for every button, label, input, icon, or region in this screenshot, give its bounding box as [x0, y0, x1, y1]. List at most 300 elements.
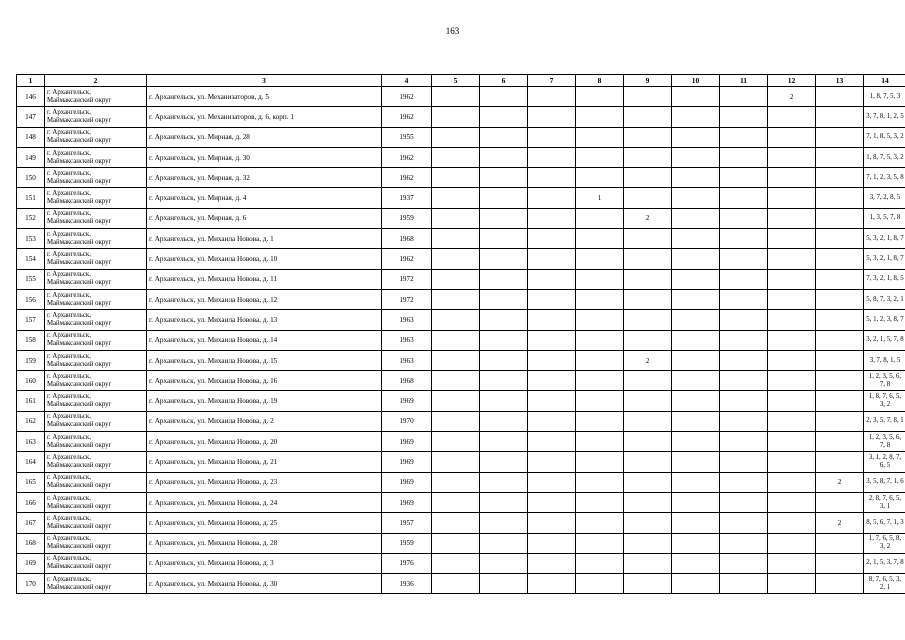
col-11-cell [720, 513, 768, 533]
col-6-cell [480, 432, 528, 452]
table-row [17, 107, 905, 127]
col-7-cell [528, 330, 576, 350]
col-9-cell [624, 330, 672, 350]
col-6-cell [480, 553, 528, 573]
col-5-cell [432, 168, 480, 188]
year-cell: 1969 [382, 492, 432, 512]
col-6-cell [480, 411, 528, 431]
col-9-cell [624, 310, 672, 330]
district-cell: г. Архангельск, Маймаксанский округ [45, 371, 147, 391]
year-cell: 1963 [382, 310, 432, 330]
col-12-cell [768, 208, 816, 228]
col-8-cell [576, 533, 624, 553]
table-row [17, 432, 905, 452]
col-8-cell [576, 371, 624, 391]
table-row [17, 574, 905, 594]
col-12-cell [768, 310, 816, 330]
col-12-cell [768, 107, 816, 127]
sequence-cell: 1, 2, 3, 5, 6, 7, 8 [864, 371, 905, 391]
col-10-cell [672, 553, 720, 573]
col-5-cell [432, 208, 480, 228]
col-9-cell [624, 452, 672, 472]
col-12-cell [768, 432, 816, 452]
district-cell: г. Архангельск, Маймаксанский округ [45, 350, 147, 370]
col-10-cell [672, 330, 720, 350]
row-number: 165 [17, 472, 45, 492]
sequence-cell: 2, 1, 5, 3, 7, 8 [864, 553, 905, 573]
col-11-cell [720, 452, 768, 472]
col-9-cell: 2 [624, 208, 672, 228]
table-body [17, 87, 905, 594]
col-13-cell [816, 147, 864, 167]
col-5-cell [432, 229, 480, 249]
row-number: 152 [17, 208, 45, 228]
col-5-cell [432, 310, 480, 330]
address-cell: г. Архангельск, ул. Михаила Новова, д. 30 [147, 574, 382, 594]
district-cell: г. Архангельск, Маймаксанский округ [45, 208, 147, 228]
col-11-cell [720, 188, 768, 208]
col-8-cell [576, 472, 624, 492]
year-cell: 1957 [382, 513, 432, 533]
address-cell: г. Архангельск, ул. Михаила Новова, д. 15 [147, 350, 382, 370]
col-8-cell [576, 289, 624, 309]
table-row [17, 513, 905, 533]
address-cell: г. Архангельск, ул. Мирная, д. 32 [147, 168, 382, 188]
address-cell: г. Архангельск, ул. Мирная, д. 30 [147, 147, 382, 167]
year-cell: 1969 [382, 391, 432, 411]
col-10-cell [672, 310, 720, 330]
row-number: 167 [17, 513, 45, 533]
col-6-cell [480, 492, 528, 512]
col-8-cell [576, 411, 624, 431]
header-row [17, 75, 905, 87]
col-11-cell [720, 208, 768, 228]
col-13-cell [816, 188, 864, 208]
col-6-cell [480, 127, 528, 147]
row-number: 162 [17, 411, 45, 431]
col-12-cell [768, 127, 816, 147]
col-8-cell [576, 330, 624, 350]
col-10-cell [672, 147, 720, 167]
col-6-cell [480, 310, 528, 330]
sequence-cell: 3, 7, 8, 1, 5 [864, 350, 905, 370]
year-cell: 1962 [382, 249, 432, 269]
col-9-cell [624, 107, 672, 127]
col-11-cell [720, 87, 768, 107]
row-number: 159 [17, 350, 45, 370]
col-12-cell [768, 533, 816, 553]
col-5-cell [432, 533, 480, 553]
sequence-cell: 2, 8, 7, 6, 5, 3, 1 [864, 492, 905, 512]
col-7-cell [528, 513, 576, 533]
table-row [17, 249, 905, 269]
col-6-cell [480, 107, 528, 127]
col-13-cell [816, 492, 864, 512]
col-13-cell [816, 350, 864, 370]
col-9-cell [624, 411, 672, 431]
sequence-cell: 5, 1, 2, 3, 8, 7 [864, 310, 905, 330]
year-cell: 1955 [382, 127, 432, 147]
table-row [17, 330, 905, 350]
col-9-cell [624, 127, 672, 147]
col-13-cell [816, 330, 864, 350]
district-cell: г. Архангельск, Маймаксанский округ [45, 330, 147, 350]
col-11-cell [720, 229, 768, 249]
year-cell: 1972 [382, 269, 432, 289]
table-row [17, 411, 905, 431]
col-11-cell [720, 289, 768, 309]
sequence-cell: 1, 8, 7, 5, 3, 2 [864, 147, 905, 167]
table-row [17, 229, 905, 249]
col-10-cell [672, 188, 720, 208]
table-row [17, 553, 905, 573]
district-cell: г. Архангельск, Маймаксанский округ [45, 269, 147, 289]
col-9-cell [624, 229, 672, 249]
col-10-cell [672, 107, 720, 127]
address-cell: г. Архангельск, ул. Михаила Новова, д. 21 [147, 452, 382, 472]
address-cell: г. Архангельск, ул. Мирная, д. 6 [147, 208, 382, 228]
col-12-cell [768, 574, 816, 594]
sequence-cell: 8, 5, 6, 7, 1, 3 [864, 513, 905, 533]
district-cell: г. Архангельск, Маймаксанский округ [45, 513, 147, 533]
sequence-cell: 1, 2, 3, 5, 6, 7, 8 [864, 432, 905, 452]
col-9-cell [624, 472, 672, 492]
col-9-cell [624, 513, 672, 533]
column-header-14: 14 [864, 75, 905, 87]
col-7-cell [528, 147, 576, 167]
table-row [17, 350, 905, 370]
col-9-cell [624, 553, 672, 573]
col-6-cell [480, 229, 528, 249]
year-cell: 1968 [382, 229, 432, 249]
col-8-cell [576, 492, 624, 512]
col-13-cell [816, 371, 864, 391]
col-13-cell [816, 208, 864, 228]
col-6-cell [480, 188, 528, 208]
col-11-cell [720, 492, 768, 512]
col-10-cell [672, 492, 720, 512]
col-5-cell [432, 411, 480, 431]
col-11-cell [720, 574, 768, 594]
sequence-cell: 5, 3, 2, 1, 8, 7 [864, 249, 905, 269]
col-8-cell [576, 147, 624, 167]
col-10-cell [672, 533, 720, 553]
col-11-cell [720, 249, 768, 269]
column-header-7: 7 [528, 75, 576, 87]
year-cell: 1962 [382, 147, 432, 167]
sequence-cell: 3, 7, 2, 8, 5 [864, 188, 905, 208]
table-row [17, 452, 905, 472]
column-header-13: 13 [816, 75, 864, 87]
col-13-cell [816, 229, 864, 249]
col-7-cell [528, 188, 576, 208]
col-8-cell [576, 553, 624, 573]
district-cell: г. Архангельск, Маймаксанский округ [45, 472, 147, 492]
col-9-cell [624, 289, 672, 309]
column-header-3: 3 [147, 75, 382, 87]
sequence-cell: 1, 7, 6, 5, 8, 3, 2 [864, 533, 905, 553]
col-8-cell [576, 432, 624, 452]
district-cell: г. Архангельск, Маймаксанский округ [45, 87, 147, 107]
col-5-cell [432, 371, 480, 391]
sequence-cell: 7, 1, 8, 5, 3, 2 [864, 127, 905, 147]
col-6-cell [480, 249, 528, 269]
district-cell: г. Архангельск, Маймаксанский округ [45, 147, 147, 167]
col-10-cell [672, 452, 720, 472]
col-5-cell [432, 391, 480, 411]
col-6-cell [480, 472, 528, 492]
year-cell: 1969 [382, 452, 432, 472]
col-7-cell [528, 168, 576, 188]
district-cell: г. Архангельск, Маймаксанский округ [45, 533, 147, 553]
table-row [17, 310, 905, 330]
sequence-cell: 1, 3, 5, 7, 8 [864, 208, 905, 228]
row-number: 149 [17, 147, 45, 167]
col-5-cell [432, 350, 480, 370]
col-8-cell [576, 269, 624, 289]
district-cell: г. Архангельск, Маймаксанский округ [45, 249, 147, 269]
col-12-cell [768, 249, 816, 269]
col-7-cell [528, 553, 576, 573]
col-13-cell [816, 533, 864, 553]
district-cell: г. Архангельск, Маймаксанский округ [45, 411, 147, 431]
table-row [17, 168, 905, 188]
table-row [17, 289, 905, 309]
year-cell: 1959 [382, 208, 432, 228]
table-row [17, 492, 905, 512]
sequence-cell: 3, 2, 1, 5, 7, 8 [864, 330, 905, 350]
district-cell: г. Архангельск, Маймаксанский округ [45, 229, 147, 249]
year-cell: 1962 [382, 87, 432, 107]
col-12-cell [768, 330, 816, 350]
table-row [17, 188, 905, 208]
table-row [17, 269, 905, 289]
col-6-cell [480, 350, 528, 370]
data-table [16, 74, 905, 594]
col-10-cell [672, 350, 720, 370]
col-10-cell [672, 87, 720, 107]
col-11-cell [720, 472, 768, 492]
sequence-cell: 7, 3, 2, 1, 8, 5 [864, 269, 905, 289]
district-cell: г. Архангельск, Маймаксанский округ [45, 492, 147, 512]
address-cell: г. Архангельск, ул. Михаила Новова, д. 28 [147, 533, 382, 553]
district-cell: г. Архангельск, Маймаксанский округ [45, 188, 147, 208]
col-6-cell [480, 513, 528, 533]
col-11-cell [720, 147, 768, 167]
col-11-cell [720, 107, 768, 127]
col-12-cell [768, 513, 816, 533]
column-header-5: 5 [432, 75, 480, 87]
row-number: 168 [17, 533, 45, 553]
col-12-cell [768, 269, 816, 289]
col-6-cell [480, 391, 528, 411]
district-cell: г. Архангельск, Маймаксанский округ [45, 289, 147, 309]
col-7-cell [528, 533, 576, 553]
sequence-cell: 8, 7, 6, 5, 3, 2, 1 [864, 574, 905, 594]
col-13-cell [816, 574, 864, 594]
address-cell: г. Архангельск, ул. Михаила Новова, д. 19 [147, 391, 382, 411]
col-12-cell [768, 553, 816, 573]
row-number: 160 [17, 371, 45, 391]
col-7-cell [528, 269, 576, 289]
col-11-cell [720, 350, 768, 370]
column-header-2: 2 [45, 75, 147, 87]
col-6-cell [480, 269, 528, 289]
address-cell: г. Архангельск, ул. Михаила Новова, д. 11 [147, 269, 382, 289]
district-cell: г. Архангельск, Маймаксанский округ [45, 452, 147, 472]
col-9-cell [624, 533, 672, 553]
col-11-cell [720, 269, 768, 289]
col-10-cell [672, 289, 720, 309]
col-7-cell [528, 310, 576, 330]
year-cell: 1937 [382, 188, 432, 208]
col-10-cell [672, 391, 720, 411]
col-5-cell [432, 492, 480, 512]
address-cell: г. Архангельск, ул. Михаила Новова, д. 1 [147, 229, 382, 249]
col-9-cell [624, 87, 672, 107]
col-5-cell [432, 127, 480, 147]
col-13-cell [816, 411, 864, 431]
year-cell: 1968 [382, 371, 432, 391]
year-cell: 1969 [382, 472, 432, 492]
col-7-cell [528, 229, 576, 249]
col-5-cell [432, 513, 480, 533]
col-6-cell [480, 208, 528, 228]
col-10-cell [672, 249, 720, 269]
address-cell: г. Архангельск, ул. Михаила Новова, д. 23 [147, 472, 382, 492]
col-5-cell [432, 574, 480, 594]
address-cell: г. Архангельск, ул. Механизаторов, д. 5 [147, 87, 382, 107]
address-cell: г. Архангельск, ул. Михаила Новова, д. 2 [147, 411, 382, 431]
address-cell: г. Архангельск, ул. Михаила Новова, д. 3 [147, 553, 382, 573]
sequence-cell: 2, 3, 5, 7, 8, 1 [864, 411, 905, 431]
sequence-cell: 3, 5, 8, 7, 1, 6 [864, 472, 905, 492]
col-8-cell [576, 168, 624, 188]
col-8-cell [576, 107, 624, 127]
address-cell: г. Архангельск, ул. Михаила Новова, д. 24 [147, 492, 382, 512]
year-cell: 1976 [382, 553, 432, 573]
address-cell: г. Архангельск, ул. Михаила Новова, д. 16 [147, 371, 382, 391]
col-13-cell [816, 168, 864, 188]
col-5-cell [432, 472, 480, 492]
row-number: 155 [17, 269, 45, 289]
row-number: 154 [17, 249, 45, 269]
col-5-cell [432, 269, 480, 289]
year-cell: 1962 [382, 107, 432, 127]
col-7-cell [528, 249, 576, 269]
address-cell: г. Архангельск, ул. Михаила Новова, д. 13 [147, 310, 382, 330]
col-6-cell [480, 289, 528, 309]
col-11-cell [720, 371, 768, 391]
col-9-cell [624, 269, 672, 289]
year-cell: 1970 [382, 411, 432, 431]
sequence-cell: 1, 8, 7, 5, 3 [864, 87, 905, 107]
col-8-cell [576, 452, 624, 472]
col-13-cell [816, 432, 864, 452]
sequence-cell: 7, 1, 2, 3, 5, 8 [864, 168, 905, 188]
col-13-cell [816, 87, 864, 107]
col-12-cell [768, 229, 816, 249]
col-11-cell [720, 168, 768, 188]
row-number: 169 [17, 553, 45, 573]
year-cell: 1959 [382, 533, 432, 553]
col-7-cell [528, 492, 576, 512]
col-8-cell [576, 513, 624, 533]
col-7-cell [528, 87, 576, 107]
row-number: 151 [17, 188, 45, 208]
address-cell: г. Архангельск, ул. Михаила Новова, д. 20 [147, 432, 382, 452]
col-6-cell [480, 87, 528, 107]
row-number: 153 [17, 229, 45, 249]
district-cell: г. Архангельск, Маймаксанский округ [45, 553, 147, 573]
col-10-cell [672, 574, 720, 594]
table-row [17, 472, 905, 492]
district-cell: г. Архангельск, Маймаксанский округ [45, 107, 147, 127]
year-cell: 1972 [382, 289, 432, 309]
row-number: 147 [17, 107, 45, 127]
col-13-cell [816, 289, 864, 309]
col-9-cell [624, 249, 672, 269]
row-number: 161 [17, 391, 45, 411]
col-12-cell [768, 350, 816, 370]
sequence-cell: 3, 1, 2, 8, 7, 6, 5 [864, 452, 905, 472]
col-6-cell [480, 533, 528, 553]
col-7-cell [528, 127, 576, 147]
year-cell: 1963 [382, 350, 432, 370]
col-8-cell [576, 310, 624, 330]
year-cell: 1969 [382, 432, 432, 452]
col-8-cell [576, 391, 624, 411]
col-9-cell [624, 574, 672, 594]
col-5-cell [432, 289, 480, 309]
address-cell: г. Архангельск, ул. Михаила Новова, д. 25 [147, 513, 382, 533]
col-5-cell [432, 188, 480, 208]
col-8-cell [576, 229, 624, 249]
col-12-cell [768, 411, 816, 431]
column-header-6: 6 [480, 75, 528, 87]
col-9-cell [624, 168, 672, 188]
col-5-cell [432, 87, 480, 107]
table-row [17, 87, 905, 107]
col-12-cell [768, 452, 816, 472]
column-header-11: 11 [720, 75, 768, 87]
col-9-cell [624, 391, 672, 411]
col-9-cell [624, 371, 672, 391]
col-13-cell [816, 269, 864, 289]
col-8-cell [576, 208, 624, 228]
row-number: 150 [17, 168, 45, 188]
row-number: 146 [17, 87, 45, 107]
col-7-cell [528, 350, 576, 370]
column-header-1: 1 [17, 75, 45, 87]
col-10-cell [672, 168, 720, 188]
address-cell: г. Архангельск, ул. Михаила Новова, д. 12 [147, 289, 382, 309]
table-row [17, 391, 905, 411]
col-12-cell [768, 391, 816, 411]
sequence-cell: 5, 3, 2, 1, 8, 7 [864, 229, 905, 249]
col-13-cell [816, 249, 864, 269]
col-12-cell: 2 [768, 87, 816, 107]
table-row [17, 533, 905, 553]
col-12-cell [768, 371, 816, 391]
col-6-cell [480, 371, 528, 391]
table-row [17, 147, 905, 167]
col-11-cell [720, 553, 768, 573]
col-9-cell [624, 492, 672, 512]
district-cell: г. Архангельск, Маймаксанский округ [45, 432, 147, 452]
col-5-cell [432, 553, 480, 573]
col-12-cell [768, 147, 816, 167]
